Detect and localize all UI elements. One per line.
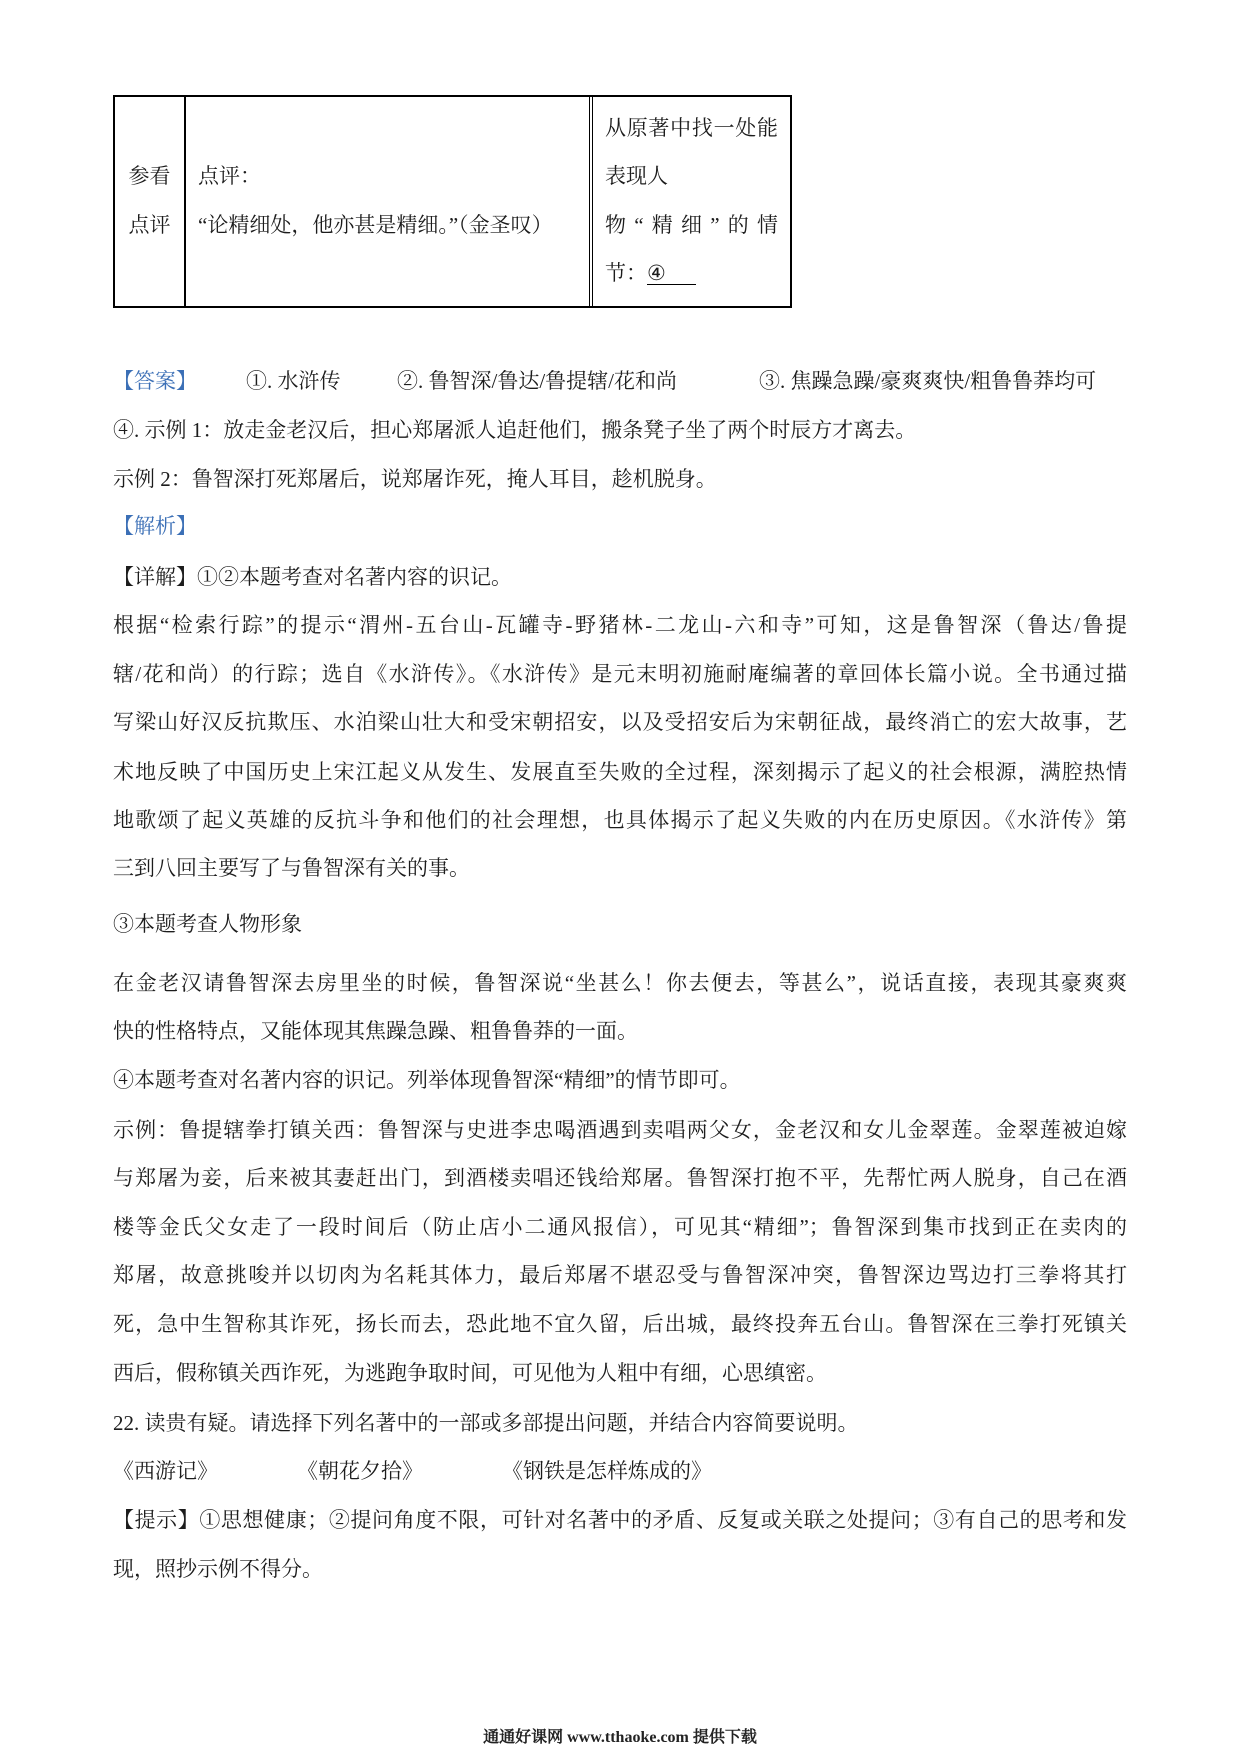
table-divider [184, 97, 186, 306]
analysis-line: 死，急中生智称其诈死，扬长而去，恐此地不宜久留，后出城，最终投奔五台山。鲁智深在三拳打死镇关 [113, 1312, 1127, 1336]
book-title: 《西游记》 [113, 1459, 218, 1483]
analysis-line: 示例：鲁提辖拳打镇关西：鲁智深与史进李忠喝酒遇到卖唱两父女，金老汉和女儿金翠莲。金翠莲被迫嫁 [113, 1118, 1127, 1142]
analysis-line: 术地反映了中国历史上宋江起义从发生、发展直至失败的全过程，深刻揭示了起义的社会根源，满腔热情 [113, 760, 1127, 784]
book-title: 《钢铁是怎样炼成的》 [502, 1459, 712, 1483]
reference-table [113, 95, 792, 308]
hint-line: 现，照抄示例不得分。 [113, 1557, 323, 1581]
analysis-line: 地歌颂了起义英雄的反抗斗争和他们的社会理想，也具体揭示了起义失败的内在历史原因。《水浒传》第 [113, 808, 1127, 832]
analysis-line: 在金老汉请鲁智深去房里坐的时候，鲁智深说“坐甚么！你去便去，等甚么”，说话直接，表现其豪爽爽 [113, 971, 1127, 995]
analysis-line: 三到八回主要写了与鲁智深有关的事。 [113, 856, 470, 880]
task-line: 表现人 [605, 164, 668, 188]
page-footer: 通通好课网 www.tthaoke.com 提供下载 [483, 1729, 757, 1746]
analysis-line: 快的性格特点，又能体现其焦躁急躁、粗鲁鲁莽的一面。 [113, 1019, 638, 1043]
task-line [605, 261, 778, 286]
analysis-line: 辖/花和尚）的行踪；选自《水浒传》。《水浒传》是元末明初施耐庵编著的章回体长篇小说。全书通过描 [113, 662, 1127, 686]
answer-item-3: ③. 焦躁急躁/豪爽爽快/粗鲁鲁莽均可 [759, 369, 1097, 393]
task-line-text: 节： [605, 261, 647, 285]
table-row-header: 参看 [128, 164, 171, 188]
task-line: 从原著中找一处能 [605, 116, 778, 140]
comment-quote: “论精细处，他亦甚是精细。”（金圣叹） [198, 213, 553, 237]
hint-line: 【提示】①思想健康；②提问角度不限，可针对名著中的矛盾、反复或关联之处提问；③有自己的思考和发 [113, 1508, 1127, 1532]
analysis-line: 写梁山好汉反抗欺压、水泊梁山壮大和受宋朝招安，以及受招安后为宋朝征战，最终消亡的宏大故事，艺 [113, 710, 1127, 734]
question-22-stem: 22. 读贵有疑。请选择下列名著中的一部或多部提出问题，并结合内容简要说明。 [113, 1411, 859, 1435]
analysis-tag: 【解析】 [113, 514, 197, 538]
analysis-line: 与郑屠为妾，后来被其妻赶出门，到酒楼卖唱还钱给郑屠。鲁智深打抱不平，先帮忙两人脱身，自己在酒 [113, 1166, 1127, 1190]
analysis-line: 楼等金氏父女走了一段时间后（防止店小二通风报信），可见其“精细”；鲁智深到集市找到正在卖肉的 [113, 1215, 1127, 1239]
analysis-line: 郑屠，故意挑唆并以切肉为名耗其体力，最后郑屠不堪忍受与鲁智深冲突，鲁智深边骂边打三拳将其打 [113, 1263, 1127, 1287]
analysis-line: ④本题考查对名著内容的识记。列举体现鲁智深“精细”的情节即可。 [113, 1068, 741, 1092]
answer-item-2: ②. 鲁智深/鲁达/鲁提辖/花和尚 [397, 369, 678, 393]
analysis-line: 西后，假称镇关西诈死，为逃跑争取时间，可见他为人粗中有细，心思缜密。 [113, 1361, 827, 1385]
answer-blank: ④ [647, 262, 696, 285]
book-title: 《朝花夕拾》 [297, 1459, 423, 1483]
analysis-line: 根据“检索行踪”的提示“渭州-五台山-瓦罐寺-野猪林-二龙山-六和寺”可知，这是鲁智深（鲁达/鲁提 [113, 613, 1127, 637]
answer-line: ④. 示例 1：放走金老汉后，担心郑屠派人追赶他们，搬条凳子坐了两个时辰方才离去。 [113, 418, 917, 442]
comment-label: 点评： [198, 164, 261, 188]
analysis-line: 【详解】①②本题考查对名著内容的识记。 [113, 565, 512, 589]
table-row-header: 点评 [128, 213, 171, 237]
answer-line: 示例 2：鲁智深打死郑屠后，说郑屠诈死，掩人耳目，趁机脱身。 [113, 467, 717, 491]
task-line: 物“精细”的情 [605, 213, 778, 237]
table-double-divider [589, 97, 593, 306]
answer-tag: 【答案】 [113, 369, 197, 393]
analysis-line: ③本题考查人物形象 [113, 912, 302, 936]
answer-item-1: ①. 水浒传 [246, 369, 341, 393]
